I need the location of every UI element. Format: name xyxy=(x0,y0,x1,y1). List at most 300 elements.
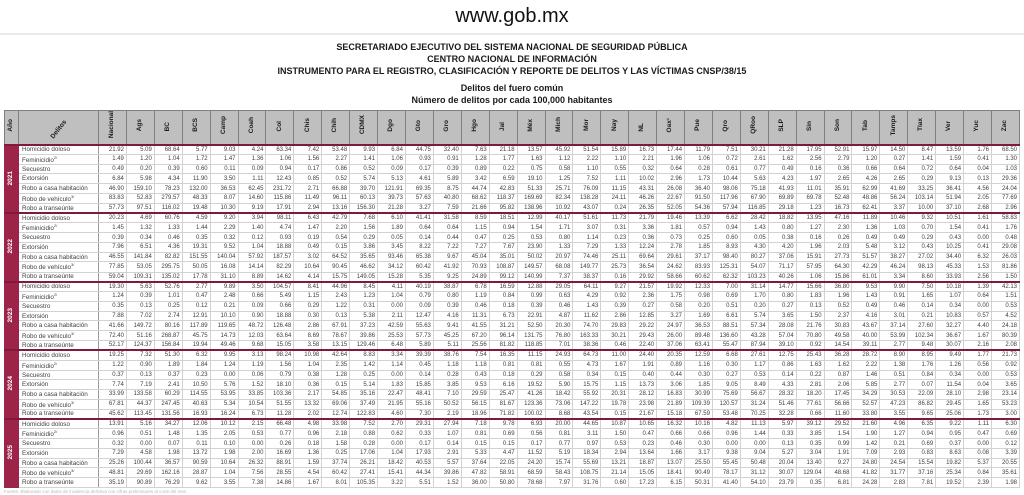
value-cell: 71.17 xyxy=(768,262,796,272)
table-row xyxy=(5,350,1020,360)
value-cell: 0.99 xyxy=(517,291,545,301)
value-cell: 8.83 xyxy=(350,350,378,360)
value-cell: 21.92 xyxy=(99,145,127,155)
value-cell: 1.83 xyxy=(796,291,824,301)
value-cell: 8.63 xyxy=(936,448,964,458)
value-cell: 1.65 xyxy=(964,399,992,409)
value-cell: 36.57 xyxy=(154,458,182,468)
value-cell: 41.55 xyxy=(461,321,489,331)
value-cell: 123.36 xyxy=(517,399,545,409)
value-cell: 122.83 xyxy=(350,409,378,419)
value-cell: 3.65 xyxy=(768,311,796,321)
value-cell: 0.34 xyxy=(936,370,964,380)
value-cell: 0.84 xyxy=(908,370,936,380)
value-cell: 25.34 xyxy=(936,468,964,478)
year-cell: 2025 xyxy=(5,419,19,488)
value-cell: 2.43 xyxy=(322,291,350,301)
value-cell: 56.24 xyxy=(880,193,908,203)
value-cell: 0.30 xyxy=(685,439,713,449)
instrument-title: INSTRUMENTO PARA EL REGISTRO, CLASIFICACIÓN Y REPORTE DE DELITOS Y LAS VÍCTIMAS CNSP/38/15 xyxy=(277,66,747,76)
value-cell: 1.23 xyxy=(350,291,378,301)
value-cell: 1.73 xyxy=(685,174,713,184)
value-cell: 0.56 xyxy=(517,429,545,439)
value-cell: 9.27 xyxy=(824,458,852,468)
value-cell: 3.85 xyxy=(433,380,461,390)
value-cell: 5.63 xyxy=(740,174,768,184)
value-cell: 57.34 xyxy=(740,321,768,331)
value-cell: 28.55 xyxy=(266,468,294,478)
value-cell: 11.15 xyxy=(517,350,545,360)
value-cell: 27.60 xyxy=(908,321,936,331)
value-cell: 11.00 xyxy=(601,350,629,360)
value-cell: 13.32 xyxy=(294,399,322,409)
crime-label-cell: Feminicidio$^{2/}$ xyxy=(19,223,99,233)
table-row xyxy=(5,243,1020,253)
state-column-header: Qro xyxy=(712,111,740,145)
value-cell: 9.19 xyxy=(238,203,266,213)
value-cell: 2.22 xyxy=(852,360,880,370)
value-cell: 57.04 xyxy=(768,331,796,341)
crime-label-cell: Robo a casa habitación xyxy=(19,252,99,262)
value-cell: 19.92 xyxy=(657,282,685,292)
value-cell: 18.88 xyxy=(266,311,294,321)
value-cell: 1.67 xyxy=(964,331,992,341)
value-cell: 0.16 xyxy=(796,164,824,174)
value-cell: 0.27 xyxy=(880,154,908,164)
value-cell: 18.88 xyxy=(266,243,294,253)
value-cell: 24.54 xyxy=(880,458,908,468)
value-cell: 7.10 xyxy=(433,390,461,400)
value-cell: 57.95 xyxy=(796,262,824,272)
value-cell: 7.68 xyxy=(350,213,378,223)
value-cell: 117.89 xyxy=(182,321,210,331)
value-cell: 31.21 xyxy=(489,321,517,331)
value-cell: 33.25 xyxy=(908,184,936,194)
value-cell: 5.14 xyxy=(350,380,378,390)
value-cell: 12.43 xyxy=(266,174,294,184)
value-cell: 1.11 xyxy=(238,174,266,184)
value-cell: 22.40 xyxy=(629,341,657,351)
value-cell: 9.65 xyxy=(908,409,936,419)
value-cell: 17.78 xyxy=(182,272,210,282)
value-cell: 0.17 xyxy=(517,439,545,449)
value-cell: 0.00 xyxy=(964,370,992,380)
value-cell: 19.31 xyxy=(182,243,210,253)
value-cell: 1.26 xyxy=(936,360,964,370)
value-cell: 32.27 xyxy=(936,321,964,331)
value-cell: 4.20 xyxy=(768,243,796,253)
value-cell: 4.14 xyxy=(294,272,322,282)
value-cell: 25.43 xyxy=(796,350,824,360)
value-cell: 0.86 xyxy=(768,360,796,370)
state-column-header: Tab xyxy=(852,111,880,145)
value-cell: 141.84 xyxy=(126,252,154,262)
value-cell: 4.61 xyxy=(405,174,433,184)
value-cell: 21.66 xyxy=(461,203,489,213)
value-cell: 1.71 xyxy=(545,223,573,233)
value-cell: 24.89 xyxy=(461,272,489,282)
value-cell: 0.90 xyxy=(126,360,154,370)
value-cell: 115.86 xyxy=(266,193,294,203)
value-cell: 42.79 xyxy=(322,213,350,223)
value-cell: 4.73 xyxy=(573,360,601,370)
value-cell: 7.97 xyxy=(545,478,573,488)
value-cell: 0.13 xyxy=(796,302,824,312)
value-cell: 0.44 xyxy=(433,233,461,243)
value-cell: 1.98 xyxy=(154,448,182,458)
value-cell: 2.98 xyxy=(964,390,992,400)
value-cell: 0.94 xyxy=(489,223,517,233)
value-cell: 7.54 xyxy=(461,350,489,360)
value-cell: 65.38 xyxy=(405,252,433,262)
value-cell: 8.90 xyxy=(880,350,908,360)
value-cell: 0.00 xyxy=(378,439,406,449)
value-cell: 0.39 xyxy=(601,302,629,312)
value-cell: 1.63 xyxy=(517,154,545,164)
value-cell: 1.04 xyxy=(378,448,406,458)
value-cell: 6.30 xyxy=(992,419,1020,429)
value-cell: 0.00 xyxy=(964,439,992,449)
value-cell: 24.40 xyxy=(629,350,657,360)
value-cell: 1.61 xyxy=(964,213,992,223)
value-cell: 26.08 xyxy=(657,184,685,194)
value-cell: 1.40 xyxy=(238,223,266,233)
value-cell: 1.04 xyxy=(210,468,238,478)
value-cell: 0.91 xyxy=(433,154,461,164)
value-cell: 25.26 xyxy=(99,458,127,468)
value-cell: 21.57 xyxy=(629,282,657,292)
value-cell: 5.16 xyxy=(126,419,154,429)
value-cell: 1.04 xyxy=(154,154,182,164)
value-cell: 54.85 xyxy=(322,390,350,400)
value-cell: 125.31 xyxy=(712,262,740,272)
value-cell: 57.73 xyxy=(405,331,433,341)
value-cell: 33.98 xyxy=(322,419,350,429)
value-cell: 0.52 xyxy=(824,302,852,312)
value-cell: 0.62 xyxy=(378,429,406,439)
value-cell: 21.73 xyxy=(992,350,1020,360)
table-row xyxy=(5,193,1020,203)
value-cell: 16.59 xyxy=(489,282,517,292)
value-cell: 37.74 xyxy=(322,458,350,468)
value-cell: 26.03 xyxy=(992,252,1020,262)
value-cell: 149.77 xyxy=(573,262,601,272)
value-cell: 13.72 xyxy=(182,448,210,458)
value-cell: 20.23 xyxy=(99,213,127,223)
value-cell: 1.51 xyxy=(992,291,1020,301)
value-cell: 36.41 xyxy=(936,184,964,194)
value-cell: 99.12 xyxy=(489,272,517,282)
value-cell: 0.00 xyxy=(712,439,740,449)
value-cell: 0.36 xyxy=(294,380,322,390)
value-cell: 0.43 xyxy=(936,233,964,243)
gobmx-logo[interactable]: www.gob.mx xyxy=(455,5,569,27)
value-cell: 1.56 xyxy=(294,154,322,164)
value-cell: 34.12 xyxy=(378,262,406,272)
value-cell: 9.53 xyxy=(461,380,489,390)
state-column-header: QRoo xyxy=(740,111,768,145)
value-cell: 113.45 xyxy=(126,409,154,419)
value-cell: 1.48 xyxy=(154,429,182,439)
value-cell: 61.01 xyxy=(852,272,880,282)
value-cell: 36.28 xyxy=(824,350,852,360)
value-cell: 0.18 xyxy=(489,370,517,380)
value-cell: 15.05 xyxy=(629,468,657,478)
value-cell: 7.19 xyxy=(126,380,154,390)
value-cell: 31.14 xyxy=(740,282,768,292)
value-cell: 29.43 xyxy=(629,331,657,341)
crime-label-cell: Homicidio doloso xyxy=(19,213,99,223)
value-cell: 15.75 xyxy=(322,272,350,282)
value-cell: 22.05 xyxy=(489,458,517,468)
value-cell: 136.60 xyxy=(712,331,740,341)
value-cell: 0.41 xyxy=(964,243,992,253)
value-cell: 62.41 xyxy=(852,203,880,213)
value-cell: 2.15 xyxy=(238,419,266,429)
value-cell: 0.09 xyxy=(238,164,266,174)
value-cell: 12.24 xyxy=(629,243,657,253)
value-cell: 0.39 xyxy=(433,164,461,174)
value-cell: 1.84 xyxy=(182,360,210,370)
value-cell: 45.75 xyxy=(182,331,210,341)
value-cell: 77.85 xyxy=(99,262,127,272)
state-column-header: SLP xyxy=(768,111,796,145)
value-cell: 0.46 xyxy=(154,233,182,243)
value-cell: 1.50 xyxy=(992,272,1020,282)
value-cell: 1.81 xyxy=(657,223,685,233)
table-header xyxy=(5,111,1020,145)
value-cell: 48.68 xyxy=(824,468,852,478)
value-cell: 50.52 xyxy=(433,399,461,409)
value-cell: 0.96 xyxy=(294,429,322,439)
value-cell: 1.18 xyxy=(461,360,489,370)
value-cell: 0.15 xyxy=(489,439,517,449)
value-cell: 163.33 xyxy=(573,331,601,341)
crime-label-cell: Robo de vehículo$^{3/}$ xyxy=(19,399,99,409)
table-row xyxy=(5,429,1020,439)
value-cell: 45.25 xyxy=(433,331,461,341)
value-cell: 15.41 xyxy=(378,468,406,478)
value-cell: 1.06 xyxy=(796,272,824,282)
value-cell: 20.00 xyxy=(545,419,573,429)
value-cell: 39.11 xyxy=(852,341,880,351)
value-cell: 0.27 xyxy=(629,302,657,312)
value-cell: 0.53 xyxy=(517,233,545,243)
value-cell: 1.04 xyxy=(378,291,406,301)
value-cell: 5.89 xyxy=(433,174,461,184)
value-cell: 6.81 xyxy=(824,478,852,488)
value-cell: 39.86 xyxy=(350,331,378,341)
crime-label-cell: Extorsión xyxy=(19,448,99,458)
value-cell: 9.53 xyxy=(852,282,880,292)
state-column-header: Son xyxy=(824,111,852,145)
value-cell: 38.37 xyxy=(573,272,601,282)
value-cell: 60.42 xyxy=(322,468,350,478)
value-cell: 1.43 xyxy=(852,291,880,301)
year-block-2022 xyxy=(5,213,1020,282)
value-cell: 0.69 xyxy=(489,429,517,439)
value-cell: 5.49 xyxy=(266,291,294,301)
value-cell: 0.64 xyxy=(405,223,433,233)
value-cell: 11.01 xyxy=(796,184,824,194)
value-cell: 4.58 xyxy=(126,448,154,458)
value-cell: 1.14 xyxy=(378,360,406,370)
value-cell: 21.60 xyxy=(852,419,880,429)
value-cell: 24.11 xyxy=(601,193,629,203)
value-cell: 26.35 xyxy=(629,203,657,213)
value-cell: 42.83 xyxy=(489,184,517,194)
value-cell: 45.92 xyxy=(545,145,573,155)
value-cell: 29.45 xyxy=(936,399,964,409)
value-cell: 0.58 xyxy=(545,370,573,380)
crime-label-cell: Robo de vehículo$^{3/}$ xyxy=(19,331,99,341)
value-cell: 0.47 xyxy=(182,291,210,301)
value-cell: 52.50 xyxy=(517,321,545,331)
value-cell: 10.18 xyxy=(936,282,964,292)
value-cell: 0.90 xyxy=(238,311,266,321)
value-cell: 0.83 xyxy=(908,448,936,458)
value-cell: 22.09 xyxy=(908,390,936,400)
value-cell: 1.89 xyxy=(378,223,406,233)
value-cell: 0.87 xyxy=(824,370,852,380)
value-cell: 0.81 xyxy=(545,429,573,439)
value-cell: 0.56 xyxy=(964,360,992,370)
value-cell: 28.32 xyxy=(768,390,796,400)
state-column-header: Nacional xyxy=(99,111,127,145)
value-cell: 0.57 xyxy=(685,223,713,233)
value-cell: 0.36 xyxy=(629,233,657,243)
value-cell: 7.09 xyxy=(852,448,880,458)
value-cell: 2.37 xyxy=(824,311,852,321)
value-cell: 1.06 xyxy=(685,154,713,164)
value-cell: 1.33 xyxy=(545,243,573,253)
value-cell: 24.62 xyxy=(657,262,685,272)
value-cell: 15.18 xyxy=(657,409,685,419)
value-cell: 11.13 xyxy=(740,419,768,429)
value-cell: 69.78 xyxy=(796,193,824,203)
value-cell: 50.80 xyxy=(489,478,517,488)
value-cell: 0.79 xyxy=(266,370,294,380)
value-cell: 1.67 xyxy=(294,478,322,488)
value-cell: 16.08 xyxy=(210,262,238,272)
value-cell: 156.84 xyxy=(154,341,182,351)
value-cell: 7.02 xyxy=(126,311,154,321)
value-cell: 10.25 xyxy=(936,243,964,253)
value-cell: 0.26 xyxy=(266,439,294,449)
value-cell: 0.39 xyxy=(99,233,127,243)
value-cell: 3.22 xyxy=(378,478,406,488)
value-cell: 0.49 xyxy=(880,233,908,243)
value-cell: 2.08 xyxy=(992,341,1020,351)
crime-rates-table xyxy=(4,110,1020,488)
value-cell: 0.09 xyxy=(378,164,406,174)
value-cell: 2.96 xyxy=(657,174,685,184)
value-cell: 31.24 xyxy=(740,399,768,409)
value-cell: 52.57 xyxy=(852,399,880,409)
value-cell: 41.93 xyxy=(768,184,796,194)
table-row xyxy=(5,233,1020,243)
value-cell: 9.38 xyxy=(712,448,740,458)
value-cell: 0.00 xyxy=(210,370,238,380)
state-column-header: Méx xyxy=(517,111,545,145)
value-cell: 45.33 xyxy=(936,262,964,272)
value-cell: 0.17 xyxy=(294,164,322,174)
value-cell: 14.77 xyxy=(768,282,796,292)
value-cell: 0.00 xyxy=(238,439,266,449)
value-cell: 20.55 xyxy=(992,458,1020,468)
value-cell: 35.61 xyxy=(992,468,1020,478)
value-cell: 1.39 xyxy=(964,282,992,292)
value-cell: 58.83 xyxy=(992,213,1020,223)
value-cell: 118.37 xyxy=(489,193,517,203)
value-cell: 0.99 xyxy=(824,439,852,449)
value-cell: 30.99 xyxy=(685,390,713,400)
state-column-header: Pue xyxy=(685,111,713,145)
value-cell: 104.57 xyxy=(266,282,294,292)
value-cell: 0.46 xyxy=(545,302,573,312)
crime-label-cell: Robo a transeúnte xyxy=(19,341,99,351)
value-cell: 0.40 xyxy=(629,370,657,380)
value-cell: 0.94 xyxy=(712,223,740,233)
value-cell: 55.16 xyxy=(405,399,433,409)
value-cell: 5.35 xyxy=(405,272,433,282)
value-cell: 5.48 xyxy=(852,243,880,253)
value-cell: 4.36 xyxy=(154,243,182,253)
value-cell: 2.22 xyxy=(573,154,601,164)
value-cell: 295.75 xyxy=(154,262,182,272)
state-column-header: CDMX xyxy=(350,111,378,145)
value-cell: 0.00 xyxy=(964,302,992,312)
value-cell: 3.86 xyxy=(350,243,378,253)
value-cell: 7.42 xyxy=(294,145,322,155)
value-cell: 0.75 xyxy=(517,164,545,174)
value-cell: 4.82 xyxy=(712,419,740,429)
crime-label-cell: Robo a casa habitación xyxy=(19,321,99,331)
value-cell: 47.82 xyxy=(461,468,489,478)
value-cell: 78.17 xyxy=(712,468,740,478)
value-cell: 96.11 xyxy=(322,193,350,203)
value-cell: 0.43 xyxy=(461,370,489,380)
value-cell: 4.56 xyxy=(964,184,992,194)
value-cell: 0.23 xyxy=(601,233,629,243)
value-cell: 59.04 xyxy=(99,272,127,282)
value-cell: 1.42 xyxy=(350,360,378,370)
value-cell: 0.07 xyxy=(154,439,182,449)
value-cell: 9.62 xyxy=(182,478,210,488)
value-cell: 1.76 xyxy=(992,223,1020,233)
value-cell: 16.93 xyxy=(182,409,210,419)
table-row xyxy=(5,311,1020,321)
value-cell: 8.59 xyxy=(461,213,489,223)
value-cell: 15.97 xyxy=(852,145,880,155)
value-cell: 0.39 xyxy=(126,291,154,301)
value-cell: 53.48 xyxy=(322,145,350,155)
year-block-2024 xyxy=(5,350,1020,419)
value-cell: 8.45 xyxy=(350,282,378,292)
value-cell: 2.05 xyxy=(210,429,238,439)
value-cell: 4.16 xyxy=(852,311,880,321)
value-cell: 28.08 xyxy=(768,321,796,331)
value-cell: 12.91 xyxy=(182,311,210,321)
value-cell: 39.70 xyxy=(350,184,378,194)
value-cell: 8.22 xyxy=(405,243,433,253)
value-cell: 120.57 xyxy=(712,399,740,409)
value-cell: 98.06 xyxy=(712,184,740,194)
value-cell: 10.10 xyxy=(210,311,238,321)
value-cell: 46.55 xyxy=(99,252,127,262)
year-block-2023 xyxy=(5,282,1020,351)
value-cell: 1.10 xyxy=(573,164,601,174)
